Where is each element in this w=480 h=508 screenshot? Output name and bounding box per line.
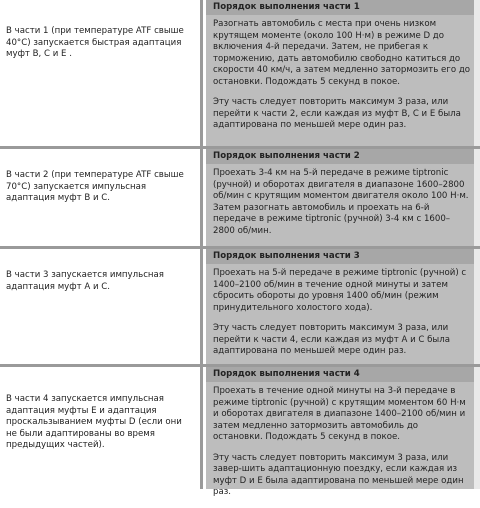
procedure-body: [213, 168, 470, 246]
procedure-body: [213, 268, 470, 367]
procedure-paragraph: Разогнать автомобиль с места при очень низком крутящем моменте (около 100 Н·м) в режиме D до включения 4-й передачи. Затем, не прибегая к торможению, дать автомобилю свободно катиться до скорости 40 км/ч, а затем медленно затормозить его до остановки. Подождать 5 секунд в покое.: [213, 19, 471, 87]
procedure-paragraph: Проехать в течение одной минуты на 3-й передаче в режиме tiptronic (ручной) с крутящим моментом 60 Н·м и оборотах двигателя в диапазоне 1400–2100 об/мин и затем медленно затормозить автомобиль до остановки. Подождать 5 секунд в покое.: [213, 386, 466, 442]
table-row-part-2: [0, 149, 480, 246]
procedure-title: Порядок выполнения части 2: [206, 149, 474, 164]
procedure-title: Порядок выполнения части 3: [206, 249, 474, 264]
table-edge: [474, 0, 480, 146]
row-description-text: В части 1 (при температуре ATF свыше 40°C) запускается быстрая адаптация муфт B, C и E .: [6, 26, 184, 59]
table-row-part-1: [0, 0, 480, 146]
table-row-part-3: [0, 249, 480, 364]
row-procedure-cell: [206, 149, 474, 246]
row-description-cell: [0, 0, 203, 146]
table-edge: [474, 249, 480, 364]
procedure-body: [213, 19, 470, 141]
table-edge: [474, 367, 480, 489]
table-row-part-4: [0, 367, 480, 497]
row-description-cell: [0, 367, 203, 489]
procedure-paragraph: Эту часть следует повторить максимум 3 раза, или перейти к части 2, если каждая из муфт B, C и E была адаптирована по меньшей мере один раз.: [213, 97, 461, 130]
row-description-cell: [0, 249, 203, 364]
procedure-body: [213, 386, 470, 508]
row-procedure-cell: [206, 0, 474, 146]
procedure-paragraph: Проехать на 5-й передаче в режиме tiptronic (ручной) с 1400–2100 об/мин в течение одной минуты и затем сбросить обороты до уровня 1400 об/мин (режим принудительного холостого хода).: [213, 268, 467, 313]
procedure-title: Порядок выполнения части 1: [206, 0, 474, 15]
row-description-text: В части 3 запускается импульсная адаптация муфт А и С.: [6, 270, 164, 292]
procedure-paragraph: Проехать 3-4 км на 5-й передаче в режиме tiptronic (ручной) и оборотах двигателя в диапазоне 1600–2800 об/мин с крутящим моментом двигателя около 100 Н·м. Затем разогнать автомобиль и проехать на 6-й передаче в режиме tiptronic (ручной) 3-4 км с 1600–2800 об/мин.: [213, 168, 469, 236]
procedure-paragraph: Эту часть следует повторить максимум 3 раза, или завер-шить адаптационную поездку, если каждая из муфт D и E была адаптирована по меньшей мере один раз.: [213, 452, 464, 497]
procedure-title: Порядок выполнения части 4: [206, 367, 474, 382]
row-procedure-cell: [206, 249, 474, 364]
row-description-text: В части 2 (при температуре ATF свыше 70°C) запускается импульсная адаптация муфт B и C.: [6, 170, 184, 203]
table-edge: [474, 149, 480, 246]
row-description-text: В части 4 запускается импульсная адаптация муфты Е и адаптация проскальзыванием муфты D (если они не были адаптированы во время предыдущих частей).: [6, 394, 182, 450]
row-procedure-cell: [206, 367, 474, 497]
procedure-paragraph: Эту часть следует повторить максимум 3 раза, или перейти к части 4, если каждая из муфт А и С была адаптирована по меньшей мере один раз.: [213, 323, 450, 356]
row-description-cell: [0, 149, 203, 246]
